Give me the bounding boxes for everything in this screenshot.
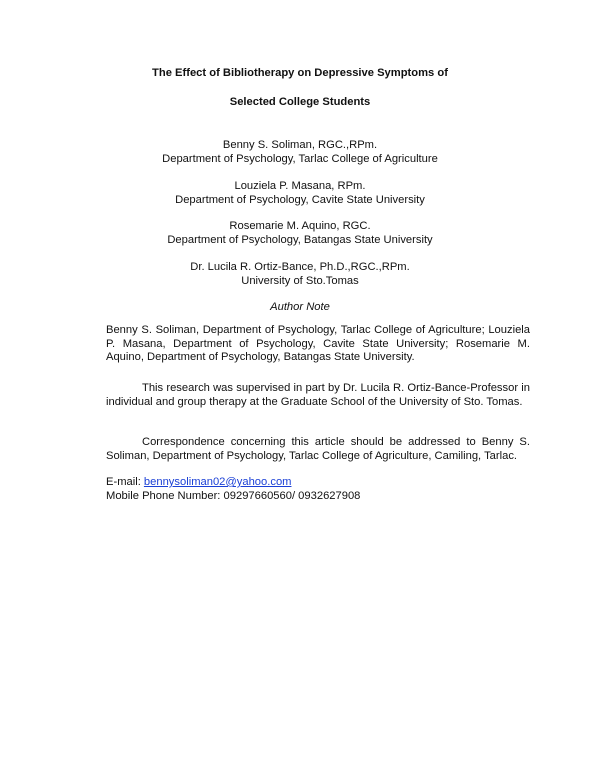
email-label: E-mail: <box>106 476 141 488</box>
author-name: Dr. Lucila R. Ortiz-Bance, Ph.D.,RGC.,RPm. <box>190 261 410 273</box>
author-affiliation: Department of Psychology, Tarlac College of Agriculture <box>162 152 438 165</box>
paper-title-line-1: The Effect of Bibliotherapy on Depressive Symptoms of <box>152 67 448 79</box>
author-block <box>0 180 600 207</box>
author-name: Louziela P. Masana, RPm. <box>234 180 366 192</box>
author-affiliation: Department of Psychology, Cavite State University <box>175 193 425 206</box>
author-block <box>0 261 600 288</box>
author-note-paragraph-correspondence: Correspondence concerning this article should be addressed to Benny S. Soliman, Department of Psychology, Tarlac College of Agriculture, Camiling, Tarlac. <box>106 436 530 462</box>
author-name: Benny S. Soliman, RGC.,RPm. <box>222 139 378 151</box>
author-note-heading: Author Note <box>270 301 330 313</box>
author-block <box>0 220 600 247</box>
author-block <box>0 139 600 166</box>
email-line <box>106 476 530 490</box>
phone-line: Mobile Phone Number: 09297660560/ 0932627908 <box>106 490 361 502</box>
author-affiliation: University of Sto.Tomas <box>241 274 359 287</box>
author-name: Rosemarie M. Aquino, RGC. <box>229 220 371 232</box>
author-note-paragraph-supervision: This research was supervised in part by Dr. Lucila R. Ortiz-Bance-Professor in individual and group therapy at the Graduate School of the University of Sto. Tomas. <box>106 382 530 408</box>
paper-title-line-2: Selected College Students <box>229 96 371 108</box>
author-affiliation: Department of Psychology, Batangas State University <box>167 233 433 246</box>
author-note-paragraph-affiliations: Benny S. Soliman, Department of Psychology, Tarlac College of Agriculture; Louziela P. Masana, Department of Psychology, Cavite State University; Rosemarie M. Aquino, Department of Psychology, Batangas State University. <box>106 324 530 364</box>
email-link[interactable]: bennysoliman02@yahoo.com <box>143 476 292 488</box>
